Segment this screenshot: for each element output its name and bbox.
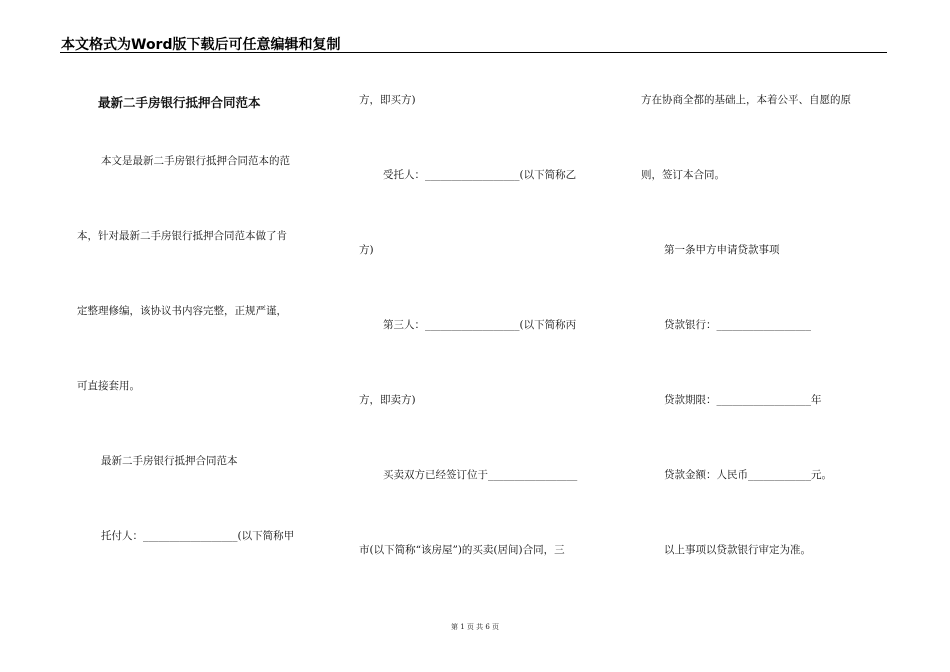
col1-line-1: 本文是最新二手房银行抵押合同范本的范 — [101, 155, 290, 167]
col2-line-1: 方，即买方) — [359, 94, 416, 106]
col2-line-6: 买卖双方已经签订位于_________________ — [383, 469, 578, 481]
col2-line-5: 方，即卖方) — [359, 394, 416, 406]
col2-line-7: 市(以下简称“该房屋”)的买卖(居间)合同，三 — [359, 544, 565, 556]
document-title: 最新二手房银行抵押合同范本 — [98, 95, 261, 110]
col2-line-4: 第三人：__________________(以下简称丙 — [383, 319, 577, 331]
header-divider — [60, 52, 887, 53]
col3-line-3: 第一条甲方申请贷款事项 — [664, 244, 780, 256]
col1-line-5: 最新二手房银行抵押合同范本 — [101, 455, 238, 467]
col1-line-3: 定整理修编，该协议书内容完整，正规严谨， — [77, 305, 287, 317]
col2-line-3: 方) — [359, 244, 374, 256]
col1-line-4: 可直接套用。 — [77, 380, 140, 392]
col3-line-6: 贷款金额：人民币____________元。 — [664, 469, 832, 481]
col1-line-6: 托付人：__________________(以下简称甲 — [101, 530, 295, 542]
col3-line-7: 以上事项以贷款银行审定为准。 — [664, 544, 811, 556]
col1-line-2: 本，针对最新二手房银行抵押合同范本做了肯 — [77, 230, 287, 242]
page-number: 第 1 页 共 6 页 — [450, 623, 500, 631]
col3-line-1: 方在协商全都的基础上，本着公平、自愿的原 — [641, 94, 851, 106]
col3-line-4: 贷款银行：__________________ — [664, 319, 811, 331]
col3-line-5: 贷款期限：__________________年 — [664, 394, 822, 406]
col3-line-2: 则，签订本合同。 — [641, 169, 725, 181]
header-title: 本文格式为Word版下载后可任意编辑和复制 — [61, 37, 341, 53]
col2-line-2: 受托人：__________________(以下简称乙 — [383, 169, 577, 181]
